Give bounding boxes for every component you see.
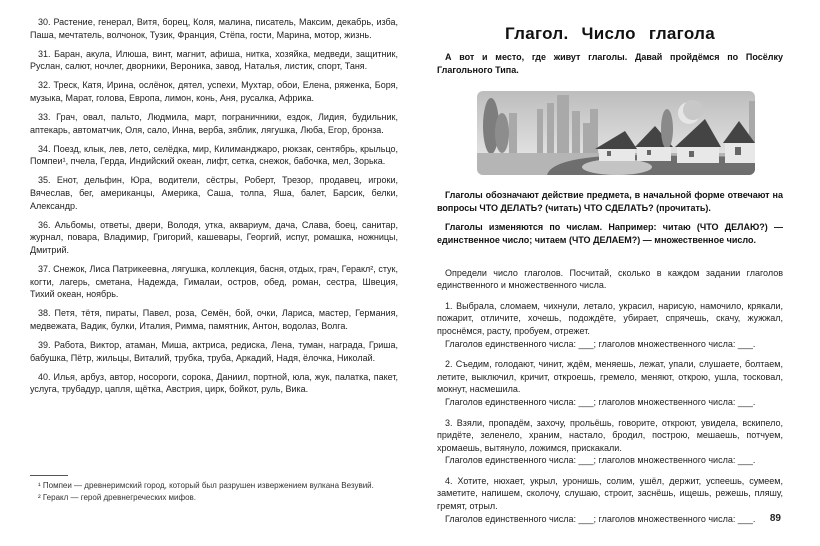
- exercise-answer-line: Глаголов единственного числа: ___; глаголов множественного числа: ___.: [445, 455, 756, 466]
- left-page: [30, 0, 398, 546]
- word-list-35: 35. Енот, дельфин, Юра, водители, сёстры, Роберт, Трезор, продавец, игроки, Вячеслав, бег, американцы, Америка, Саша, толпа, Яша, балет, Барсик, белки, Александр.: [30, 175, 398, 211]
- exercise-text: 4. Хотите, нюхает, укрыл, уронишь, солим, ушёл, держит, успеешь, сумеем, заметите, напишем, сколочу, слушаю, строит, заснёшь, ищешь, режешь, пляшу, гремят, отрыл.: [437, 475, 783, 512]
- word-list-37: 37. Снежок, Лиса Патрикеевна, лягушка, коллекция, басня, отдых, грач, Геракл², стук, когти, лагерь, сметана, Надежда, Гималаи, остров, обед, роман, сестра, Швеция, Тихий океан, ноябрь.: [30, 264, 398, 300]
- rule-verb-definition: Глаголы обозначают действие предмета, в начальной форме отвечают на вопросы ЧТО ДЕЛАТЬ? (читать) ЧТО СДЕЛАТЬ? (прочитать).: [437, 190, 783, 213]
- word-lists: [30, 16, 398, 396]
- word-list-38: 38. Петя, тётя, пираты, Павел, роза, Семён, бой, очки, Лариса, мастер, Германия, медвежата, Вадик, булки, Италия, Римма, памятник, Антон, водолаз, Волга.: [30, 308, 398, 331]
- word-list-31: 31. Баран, акула, Илюша, винт, магнит, афиша, нитка, хозяйка, медведи, защитник, Руслан, салют, ночлег, дворники, Вероника, завод, Наталья, листик, спорт, Таня.: [30, 48, 398, 72]
- word-list-32: 32. Треск, Катя, Ирина, ослёнок, дятел, успехи, Мухтар, обои, Елена, ряженка, Боря, музыка, Марат, голова, Европа, лимон, конь, Аня, русалка, Африка.: [30, 80, 398, 103]
- footnotes: [30, 480, 398, 504]
- footnote-1: ¹ Помпеи — древнеримский город, который был разрушен извержением вулкана Везувий.: [38, 481, 374, 490]
- page-number: 89: [769, 513, 781, 524]
- exercise-text: 1. Выбрала, сломаем, чихнули, летало, украсил, нарисую, намочило, крякали, пожарит, отличите, хочешь, подождёте, убирает, спрячешь, скачу, жужжал, проснёмся, расту, пробуем, отрежет.: [437, 300, 783, 336]
- exercise-3: [437, 417, 783, 467]
- exercise-answer-line: Глаголов единственного числа: ___; глаголов множественного числа: ___.: [445, 513, 756, 524]
- rule-verb-number: Глаголы изменяются по числам. Например: читаю (ЧТО ДЕЛАЮ?) — единственное число; читаем (ЧТО ДЕЛАЕМ?) — множественное число.: [437, 222, 783, 245]
- footnote-2: ² Геракл — герой древнегреческих мифов.: [38, 493, 197, 502]
- exercise-1: [437, 300, 783, 350]
- town-illustration: [477, 91, 755, 175]
- exercise-answer-line: Глаголов единственного числа: ___; глаголов множественного числа: ___.: [445, 338, 756, 349]
- word-list-30: 30. Растение, генерал, Витя, борец, Коля, малина, писатель, Максим, декабрь, изба, Паша, мечтатель, волчонок, Тузик, Франция, Стёпа, гости, Марина, мотор, жизнь.: [30, 17, 398, 40]
- intro-text: А вот и место, где живут глаголы. Давай пройдёмся по Посёлку Глагольного Типа.: [437, 52, 783, 75]
- page-title: Глагол. Число глагола: [505, 24, 715, 43]
- word-list-40: 40. Илья, арбуз, автор, носороги, сорока, Даниил, портной, юла, жук, палатка, пакет, услуга, трубадур, цапля, щётка, Австрия, цирк, бойкот, руль, Вика.: [30, 371, 398, 395]
- task-instruction: Определи число глаголов. Посчитай, сколько в каждом задании глаголов единственного и множественного числа.: [437, 267, 783, 291]
- footnote-divider: [30, 475, 68, 476]
- right-page: [437, 0, 783, 546]
- word-list-34: 34. Поезд, клык, лев, лето, селёдка, мир, Килиманджаро, рюкзак, сентябрь, крыльцо, Помпеи¹, пчела, Герда, Индийский океан, лифт, сетка, снежок, бабочка, мел, Зорька.: [30, 143, 398, 167]
- exercise-text: 3. Взяли, пропадём, захочу, прольёшь, говорите, откроют, увидела, вскипело, придёте, зеленело, храним, настало, бродил, построю, мешаешь, потчуем, хромаешь, вытянуло, ложимся, прискакали.: [437, 417, 783, 453]
- word-list-39: 39. Работа, Виктор, атаман, Миша, актриса, редиска, Лена, туман, награда, Гриша, бабушка, Пётр, жильцы, Виталий, трубка, труба, Аркадий, Надя, ёлочка, Николай.: [30, 339, 398, 363]
- exercise-text: 2. Съедим, голодают, чинит, ждём, меняешь, лежат, упали, слушаете, болтаем, летите, выключил, кричит, откроешь, гремело, меняют, открою, ушла, тосковал, мокнут, насмешила.: [437, 359, 783, 395]
- exercise-4: [437, 475, 783, 525]
- word-list-33: 33. Грач, овал, пальто, Людмила, март, пограничники, ездок, Лидия, будильник, аптекарь, автоматчик, Оля, сало, Инна, верба, зяблик, лягушка, Люба, Егор, бронза.: [30, 112, 398, 135]
- exercise-2: [437, 358, 783, 408]
- exercise-answer-line: Глаголов единственного числа: ___; глаголов множественного числа: ___.: [445, 396, 756, 407]
- word-list-36: 36. Альбомы, ответы, двери, Володя, утка, аквариум, дача, Слава, боец, санитар, журнал, повара, Владимир, Григорий, кашевары, Георгий, испуг, ромашка, ножницы, Дмитрий.: [30, 219, 398, 255]
